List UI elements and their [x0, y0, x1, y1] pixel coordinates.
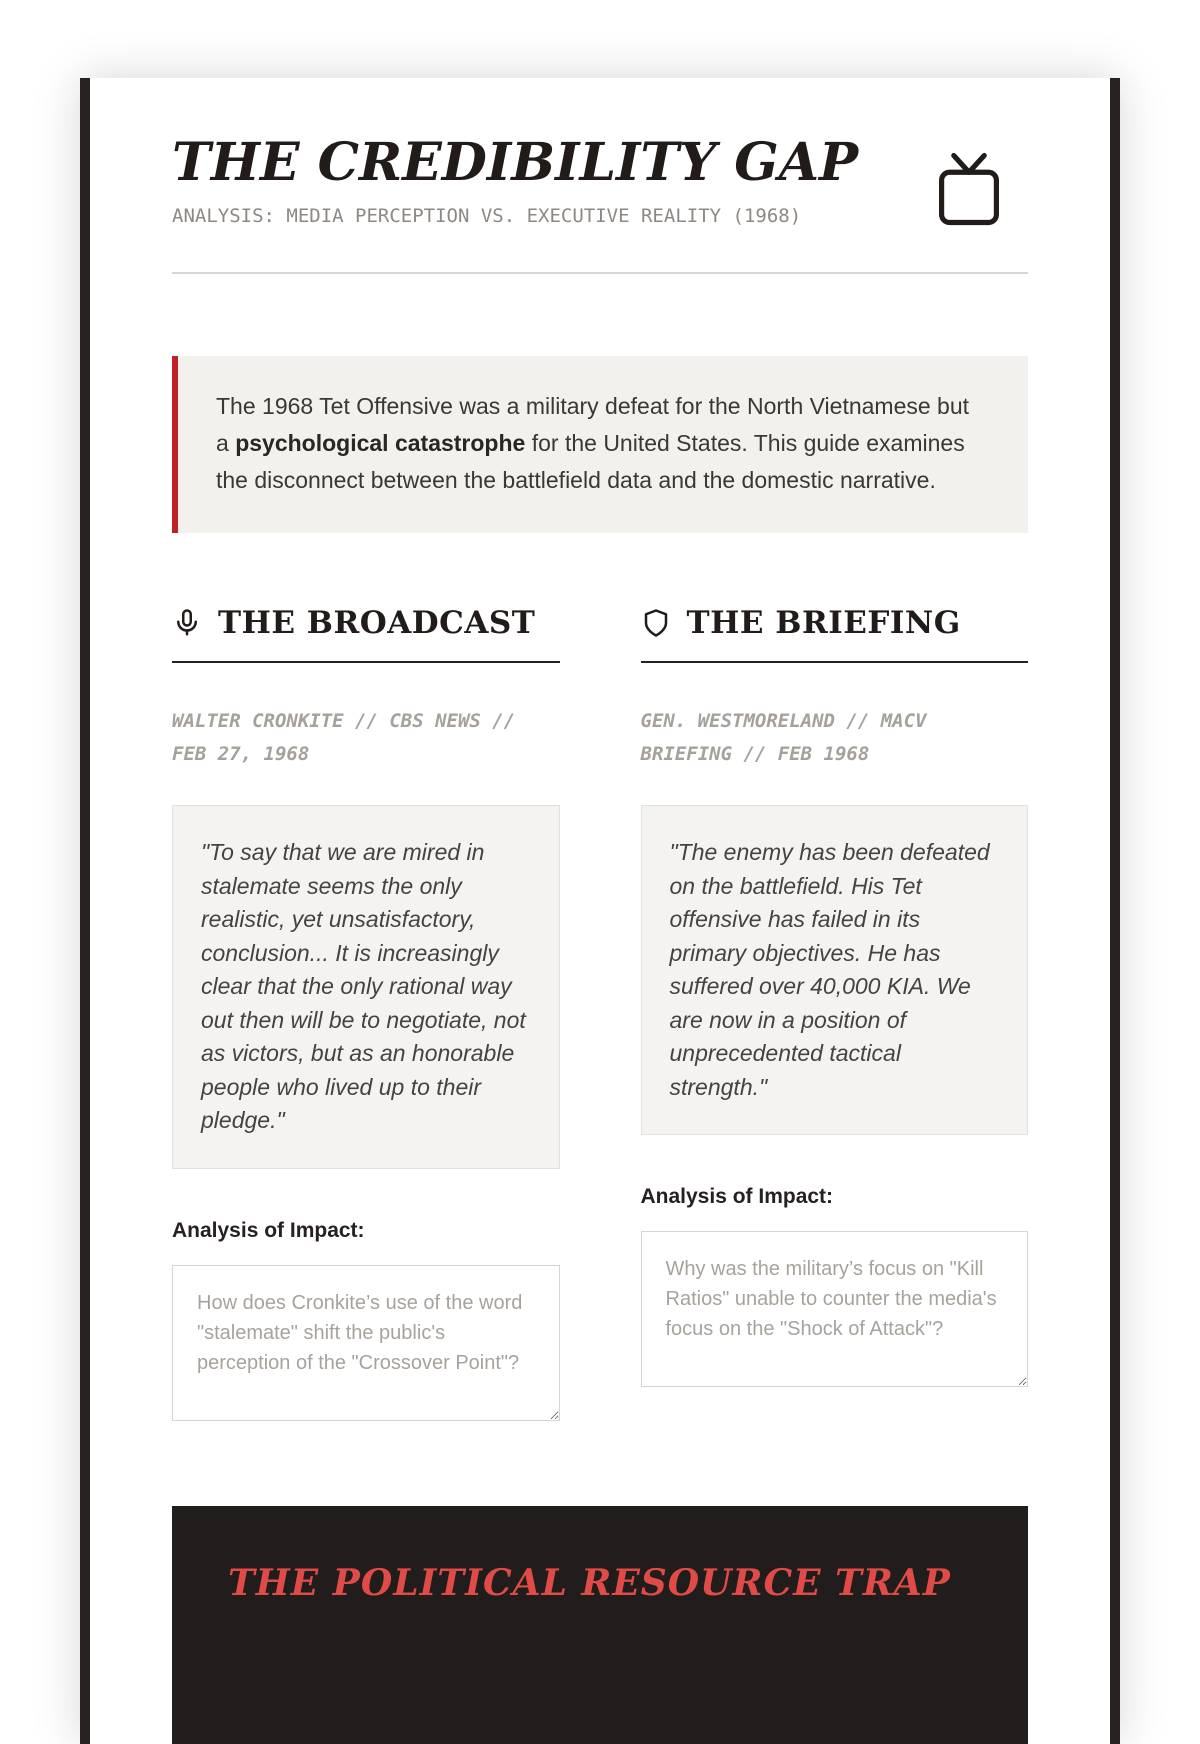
page-card: [80, 78, 1120, 1744]
intro-text-after: for the United States. This guide examines the disconnect between the battlefield data and the domestic narrative.: [216, 430, 965, 493]
political-resource-trap-title: THE POLITICAL RESOURCE TRAP: [228, 1561, 951, 1604]
divider: [172, 272, 1028, 274]
broadcast-attribution: WALTER CRONKITE // CBS NEWS // FEB 27, 1968: [172, 710, 516, 765]
masthead: [172, 132, 1028, 228]
page-title: THE CREDIBILITY GAP: [172, 132, 859, 193]
broadcast-column: [172, 605, 560, 1421]
briefing-attribution: GEN. WESTMORELAND // MACV BRIEFING // FEB 1968: [640, 710, 927, 765]
shield-icon: [641, 607, 671, 639]
broadcast-analysis-label: Analysis of Impact:: [172, 1218, 365, 1242]
masthead-text: [172, 132, 859, 227]
briefing-analysis-label: Analysis of Impact:: [640, 1185, 834, 1208]
intro-text-before: The 1968 Tet Offensive was a military defeat for the North Vietnamese but a: [216, 393, 970, 456]
broadcast-quote: "To say that we are mired in stalemate seems the only realistic, yet unsatisfactory, conclusion... It is increasingly clear that the only rational way out then will be to negotiate, not as victors, but as an honorable people who lived up to their pledge.": [172, 805, 560, 1169]
broadcast-analysis-input[interactable]: [172, 1265, 560, 1421]
page-subtitle: ANALYSIS: MEDIA PERCEPTION VS. EXECUTIVE REALITY (1968): [172, 204, 802, 227]
briefing-header: [641, 605, 1029, 663]
microphone-icon: [172, 607, 202, 639]
intro-text-bold: psychological catastrophe: [235, 430, 526, 456]
broadcast-heading: THE BROADCAST: [218, 605, 536, 641]
political-resource-trap-section: [172, 1506, 1028, 1744]
tv-icon: [934, 136, 1028, 228]
briefing-analysis-input[interactable]: [641, 1231, 1029, 1387]
intro-callout: [172, 356, 1028, 533]
comparison-columns: [172, 605, 1028, 1421]
briefing-heading: THE BRIEFING: [686, 605, 961, 641]
briefing-column: [641, 605, 1029, 1387]
broadcast-header: [172, 605, 560, 663]
briefing-quote: "The enemy has been defeated on the battlefield. His Tet offensive has failed in its primary objectives. He has suffered over 40,000 KIA. We are now in a position of unprecedented tactical strength.": [641, 805, 1029, 1135]
